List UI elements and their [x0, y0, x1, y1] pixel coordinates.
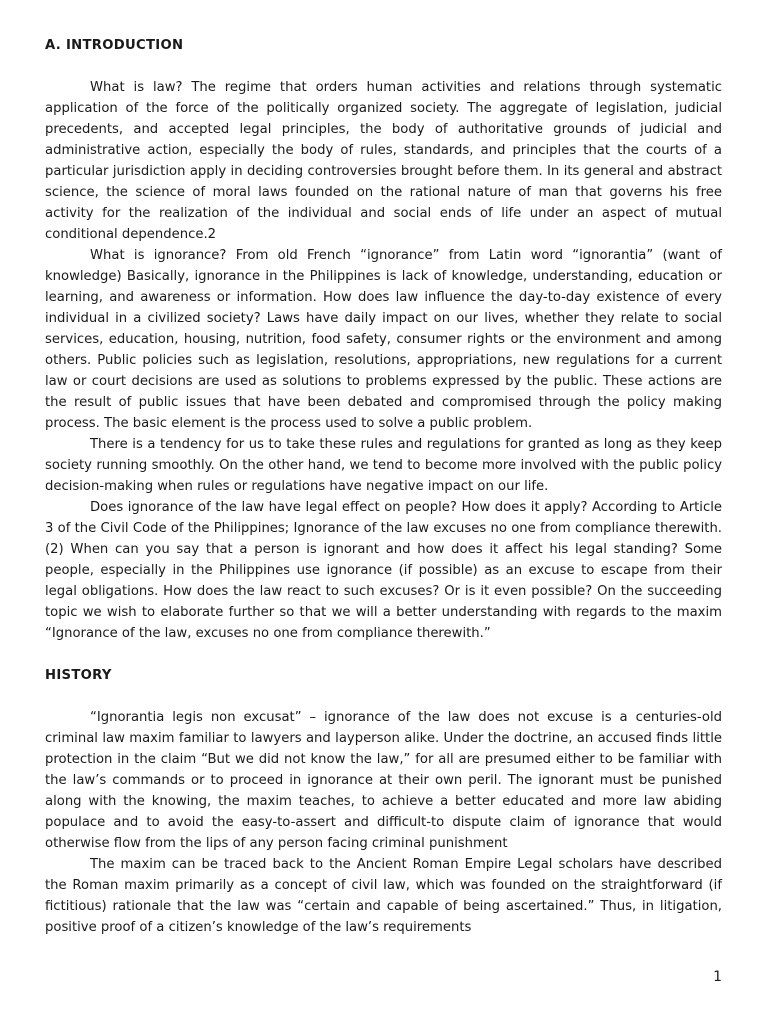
section-heading-introduction: A. INTRODUCTION — [45, 38, 184, 53]
paragraph-legal-effect: Does ignorance of the law have legal effect on people? How does it apply? According to Article 3 of the Civil Code of the Philippines; Ignorance of the law excuses no one from compliance therewith. (2) When can you say that a person is ignorant and how does it affect his legal standing? Some people, especially in the Philippines use ignorance (if possible) as an excuse to escape from their legal obligations. How does the law react to such excuses? Or is it even possible? On the succeeding topic we wish to elaborate further so that we will a better understanding with regards to the maxim “Ignorance of the law, excuses no one from compliance therewith.” — [45, 500, 722, 641]
spacer — [45, 56, 722, 77]
paragraph-roman-maxim: The maxim can be traced back to the Ancient Roman Empire Legal scholars have described the Roman maxim primarily as a concept of civil law, which was founded on the straightforward (if fictitious) rationale that the law was “certain and capable of being ascertained.” Thus, in litigation, positive proof of a citizen’s knowledge of the law’s requirements — [45, 857, 722, 935]
spacer — [45, 644, 722, 665]
paragraph-ignorantia-legis: “Ignorantia legis non excusat” – ignorance of the law does not excuse is a centuries-old criminal law maxim familiar to lawyers and layperson alike. Under the doctrine, an accused finds little protection in the claim “But we did not know the law,” for all are presumed either to be familiar with the law’s commands or to proceed in ignorance at their own peril. The ignorant must be punished along with the knowing, the maxim teaches, to achieve a better educated and more law abiding populace and to avoid the easy-to-assert and difficult-to dispute claim of ignorance that would otherwise flow from the lips of any person facing criminal punishment — [45, 710, 722, 851]
section-heading-history: HISTORY — [45, 668, 112, 683]
document-page — [45, 35, 722, 938]
spacer — [45, 686, 722, 707]
paragraph-what-is-ignorance: What is ignorance? From old French “ignorance” from Latin word “ignorantia” (want of knowledge) Basically, ignorance in the Philippines is lack of knowledge, understanding, education or learning, and awareness or information. How does law influence the day-to-day existence of every individual in a civilized society? Laws have daily impact on our lives, whether they relate to social services, education, housing, nutrition, food safety, consumer rights or the environment and among others. Public policies such as legislation, resolutions, appropriations, new regulations for a current law or court decisions are used as solutions to problems expressed by the public. These actions are the result of public issues that have been debated and compromised through the policy making process. The basic element is the process used to solve a public problem. — [45, 248, 722, 431]
paragraph-rules-tendency: There is a tendency for us to take these rules and regulations for granted as long as they keep society running smoothly. On the other hand, we tend to become more involved with the public policy decision-making when rules or regulations have negative impact on our life. — [45, 437, 722, 494]
page-number: 1 — [713, 969, 722, 985]
paragraph-what-is-law: What is law? The regime that orders human activities and relations through systematic application of the force of the politically organized society. The aggregate of legislation, judicial precedents, and accepted legal principles, the body of authoritative grounds of judicial and administrative action, especially the body of rules, standards, and principles that the courts of a particular jurisdiction apply in deciding controversies brought before them. In its general and abstract science, the science of moral laws founded on the rational nature of man that governs his free activity for the realization of the individual and social ends of life under an aspect of mutual conditional dependence.2 — [45, 80, 722, 242]
